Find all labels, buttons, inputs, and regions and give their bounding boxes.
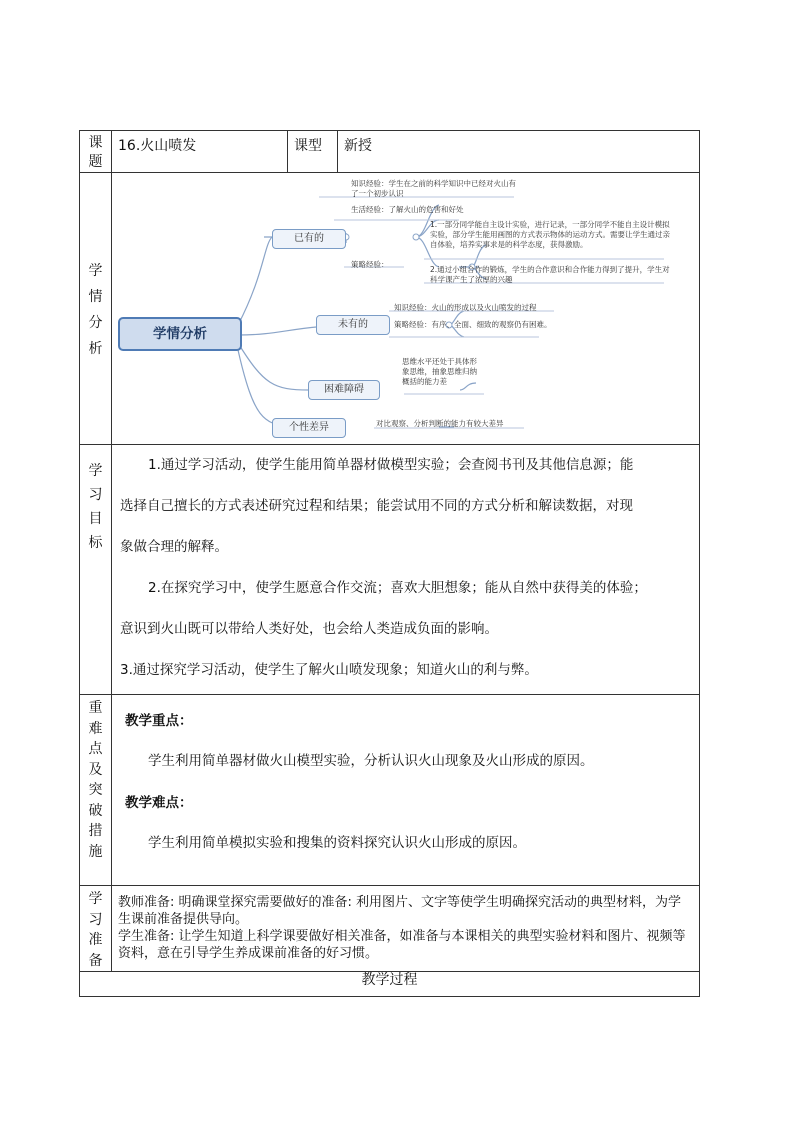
goals-label-text: 学习目标 (88, 463, 103, 551)
branch-difficulty: 困难障碍 (308, 380, 380, 400)
process-title: 教学过程 (80, 972, 700, 997)
goal-2-line-1: 2.在探究学习中，使学生愿意合作交流；喜欢大胆想象；能从自然中获得美的体验； (148, 580, 647, 596)
prep-label (80, 886, 112, 972)
analysis-row (80, 173, 700, 445)
type-value: 新授 (338, 131, 700, 173)
goals-content (112, 445, 700, 695)
prep-row (80, 886, 700, 972)
key-points-label-text: 重难点及突破措施 (88, 700, 103, 860)
goal-1-line-1: 1.通过学习活动，使学生能用简单器材做模型实验；会查阅书刊及其他信息源；能 (148, 457, 634, 473)
goals-row (80, 445, 700, 695)
difficulty-body: 学生利用简单模拟实验和搜集的资料探究认识火山形成的原因。 (148, 835, 526, 851)
teacher-prep: 教师准备: 明确课堂探究需要做好的准备: 利用图片、文字等使学生明确探究活动的典型材料，为学生课前准备提供导向。 (118, 895, 682, 927)
branch-individual-diff: 个性差异 (272, 418, 346, 438)
prep-content (112, 886, 700, 972)
student-prep: 学生准备: 让学生知道上科学课要做好相关准备，如准备与本课相关的典型实验材料和图片、视频等资料，意在引导学生养成课前准备的好习惯。 (118, 929, 686, 961)
goal-1-line-3: 象做合理的解释。 (120, 539, 228, 555)
branch-known: 已有的 (272, 229, 346, 249)
process-row (80, 972, 700, 997)
analysis-label (80, 173, 112, 445)
mindmap-root: 学情分析 (118, 317, 242, 351)
known-life: 生活经验：了解火山的危害和好处 (351, 205, 464, 214)
individual-diff-text: 对比观察、分析判断的能力有较大差异 (376, 419, 504, 428)
topic-value: 16.火山喷发 (112, 131, 288, 173)
unknown-strategy: 策略经验：有序、全面、细致的观察仍有困难。 (394, 320, 552, 329)
difficulty-title: 教学难点： (125, 795, 193, 811)
analysis-label-text: 学情分析 (88, 263, 103, 357)
goal-2-line-2: 意识到火山既可以带给人类好处，也会给人类造成负面的影响。 (120, 621, 498, 637)
branch-unknown: 未有的 (316, 315, 390, 335)
topic-label (80, 131, 112, 173)
known-knowledge: 知识经验：学生在之前的科学知识中已经对火山有了一个初步认识 (351, 179, 516, 198)
lesson-plan-table (79, 130, 700, 997)
focus-title: 教学重点： (125, 713, 193, 729)
difficulty-text: 思维水平还处于具体形象思维，抽象思维归纳概括的能力差 (402, 357, 477, 386)
key-points-content (112, 695, 700, 886)
goal-1-line-2: 选择自己擅长的方式表述研究过程和结果；能尝试用不同的方式分析和解读数据，对现 (120, 498, 633, 514)
mindmap-cell (112, 173, 700, 445)
strategy-item-2: 2.通过小组合作的锻炼，学生的合作意识和合作能力得到了提升，学生对科学课产生了浓厚的兴趣 (430, 265, 670, 284)
key-points-row (80, 695, 700, 886)
prep-label-text: 学习准备 (88, 891, 103, 969)
goal-3: 3.通过探究学习活动，使学生了解火山喷发现象；知道火山的利与弊。 (120, 662, 538, 678)
mindmap (114, 175, 699, 443)
strategy-item-1: 1.一部分同学能自主设计实验，进行记录，一部分同学不能自主设计模拟实验，部分学生能用画图的方式表示物体的运动方式。需要让学生通过亲自体验，培养实事求是的科学态度，获得激励。 (430, 220, 670, 249)
unknown-knowledge: 知识经验：火山的形成以及火山喷发的过程 (394, 303, 537, 312)
header-row (80, 131, 700, 173)
key-points-label (80, 695, 112, 886)
goals-label (80, 445, 112, 695)
focus-body: 学生利用简单器材做火山模型实验，分析认识火山现象及火山形成的原因。 (148, 753, 594, 769)
known-strategy: 策略经验： (351, 260, 389, 269)
topic-label-text: 课题 (88, 135, 103, 170)
type-label: 课型 (288, 131, 338, 173)
